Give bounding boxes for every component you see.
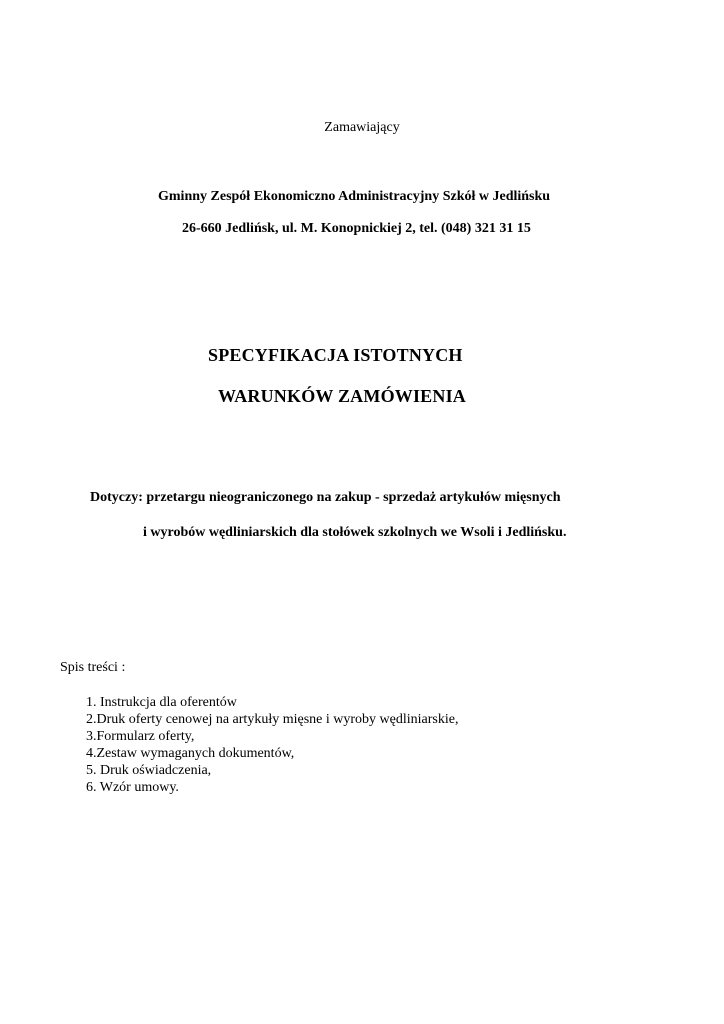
document-title-line-2: WARUNKÓW ZAMÓWIENIA (218, 386, 466, 406)
table-of-contents-title: Spis treści : (60, 660, 126, 675)
table-of-contents-list (86, 694, 458, 796)
toc-item: 1. Instrukcja dla oferentów (86, 695, 237, 710)
subject-line-2: i wyrobów wędliniarskich dla stołówek szkolnych we Wsoli i Jedlińsku. (143, 525, 567, 540)
toc-item: 3.Formularz oferty, (86, 729, 195, 744)
organization-name: Gminny Zespół Ekonomiczno Administracyjny Szkół w Jedlińsku (158, 189, 551, 204)
subject-line-1: Dotyczy: przetargu nieograniczonego na zakup - sprzedaż artykułów mięsnych (90, 490, 561, 505)
toc-item: 5. Druk oświadczenia, (86, 763, 212, 778)
document-title-line-1: SPECYFIKACJA ISTOTNYCH (208, 345, 463, 365)
toc-item: 4.Zestaw wymaganych dokumentów, (86, 746, 295, 761)
organization-address: 26-660 Jedlińsk, ul. M. Konopnickiej 2, tel. (048) 321 31 15 (182, 221, 531, 236)
toc-item: 2.Druk oferty cenowej na artykuły mięsne i wyroby wędliniarskie, (86, 712, 459, 727)
toc-item: 6. Wzór umowy. (86, 780, 179, 795)
ordering-party-label: Zamawiający (324, 120, 400, 135)
